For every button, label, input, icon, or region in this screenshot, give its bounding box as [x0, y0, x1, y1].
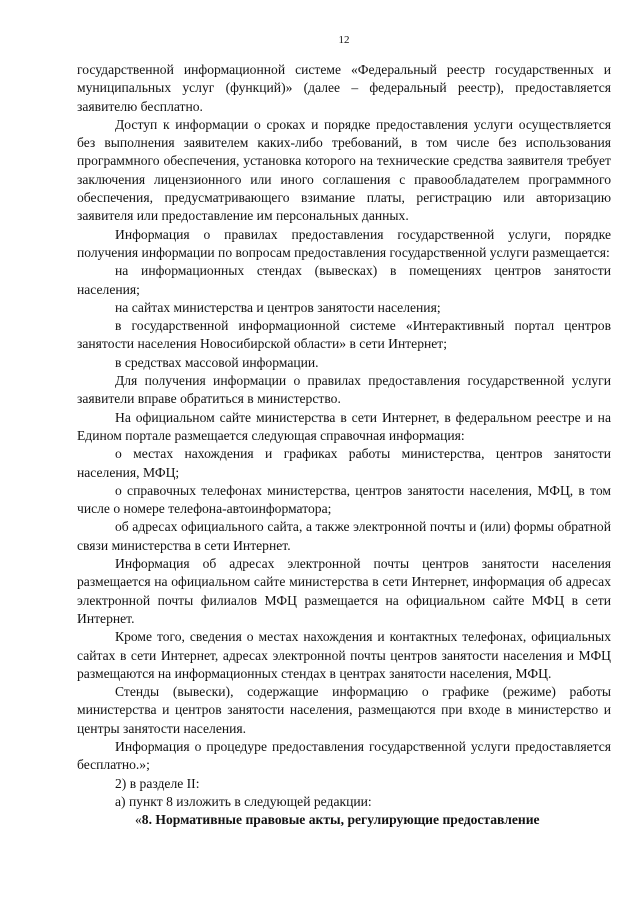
paragraph: Для получения информации о правилах предоставления государственной услуги заявители вправе обратиться в министерство.	[77, 373, 611, 407]
heading-open-quote: «	[135, 812, 142, 828]
paragraph: о местах нахождения и графиках работы министерства, центров занятости населения, МФЦ;	[77, 446, 611, 480]
paragraph: Стенды (вывески), содержащие информацию о графике (режиме) работы министерства и центров занятости населения, размещаются при входе в министерство и центры занятости населения.	[77, 684, 611, 736]
paragraph: На официальном сайте министерства в сети Интернет, в федеральном реестре и на Едином портале размещается следующая справочная информация:	[77, 409, 611, 443]
paragraph: Информация о процедуре предоставления государственной услуги предоставляется бесплатно.»;	[77, 738, 611, 773]
section-heading	[77, 811, 611, 829]
paragraph: а) пункт 8 изложить в следующей редакции:	[115, 793, 372, 809]
document-page	[77, 33, 611, 829]
paragraph: государственной информационной системе «Федеральный реестр государственных и муниципальных услуг (функций)» (далее – федеральный реестр), предоставляется заявителю бесплатно.	[77, 62, 611, 114]
paragraph: об адресах официального сайта, а также электронной почты и (или) формы обратной связи министерства в сети Интернет.	[77, 519, 611, 553]
paragraph: в средствах массовой информации.	[115, 354, 319, 370]
paragraph: 2) в разделе II:	[115, 775, 200, 791]
paragraph: на информационных стендах (вывесках) в помещениях центров занятости населения;	[77, 263, 611, 297]
paragraph: на сайтах министерства и центров занятости населения;	[115, 299, 441, 315]
document-body	[77, 61, 611, 811]
heading-text: 8. Нормативные правовые акты, регулирующие предоставление	[141, 812, 540, 828]
paragraph: о справочных телефонах министерства, центров занятости населения, МФЦ, в том числе о номере телефона-автоинформатора;	[77, 482, 611, 517]
paragraph: Кроме того, сведения о местах нахождения и контактных телефонах, официальных сайтах в сети Интернет, адресах электронной почты центров занятости населения и МФЦ размещаются на информационных стендах в центрах занятости населения, МФЦ.	[77, 629, 611, 681]
paragraph: Доступ к информации о сроках и порядке предоставления услуги осуществляется без выполнения заявителем каких-либо требований, в том числе без использования программного обеспечения, установка которого на технические средства заявителя требует заключения лицензионного или иного соглашения с правообладателем программного обеспечения, предусматривающего взимание платы, регистрацию или авторизацию заявителя или предоставление им персональных данных.	[77, 116, 611, 224]
paragraph: Информация о правилах предоставления государственной услуги, порядке получения информации по вопросам предоставления государственной услуги размещается:	[77, 226, 611, 260]
page-number: 12	[338, 34, 350, 46]
paragraph: в государственной информационной системе «Интерактивный портал центров занятости населения Новосибирской области» в сети Интернет;	[77, 318, 611, 352]
paragraph: Информация об адресах электронной почты центров занятости населения размещается на официальном сайте министерства в сети Интернет, информация об адресах электронной почты филиалов МФЦ размещается на официальном сайте МФЦ в сети Интернет.	[77, 556, 611, 626]
